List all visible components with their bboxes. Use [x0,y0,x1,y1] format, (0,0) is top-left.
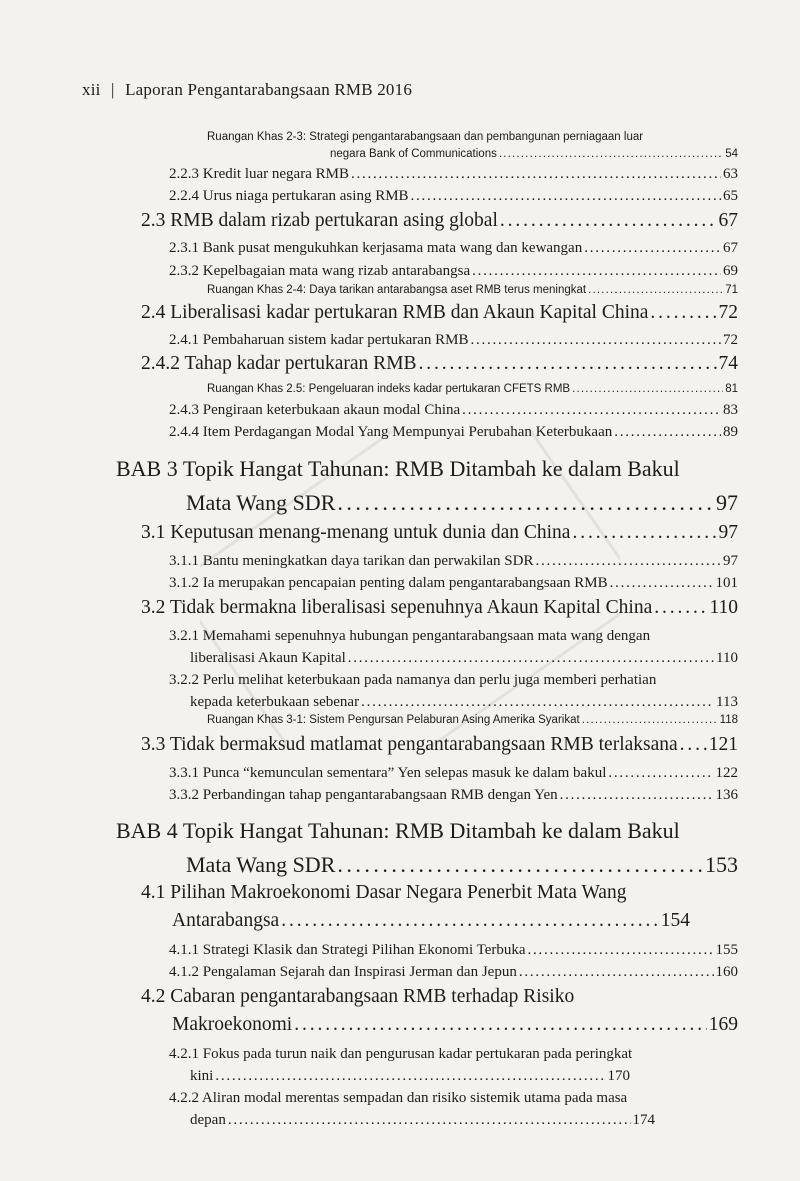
dot-leader [471,332,721,349]
dot-leader [582,714,718,726]
toc-entry-title: Ruangan Khas 2-4: Daya tarikan antarabangsa aset RMB terus meningkat [207,284,587,296]
toc-entry-title: kepada keterbukaan sebenar [190,694,360,710]
toc-entry-title: 4.2.1 Fokus pada turun naik dan pengurusan kadar pertukaran pada peringkat [169,1046,633,1062]
dot-leader [588,284,723,296]
toc-entry-page: 69 [723,263,738,279]
dot-leader [499,148,723,160]
toc-entry [141,986,574,1008]
toc-entry-page: 65 [723,188,738,204]
toc-entry-page: 54 [725,148,738,160]
dot-leader [215,1068,605,1085]
toc-entry-page: 155 [715,942,738,958]
toc-entry [207,131,643,143]
toc-entry-page: 67 [718,210,738,231]
toc-entry [169,332,738,349]
toc-entry-page: 110 [709,597,738,618]
toc-entry-page: 170 [607,1068,630,1084]
toc-entry [141,734,738,756]
toc-entry-title: 2.4.2 Tahap kadar pertukaran RMB [141,353,417,374]
toc-entry-title: Ruangan Khas 2.5: Pengeluaran indeks kadar pertukaran CFETS RMB [207,383,571,395]
toc-entry-title: kini [190,1068,214,1084]
toc-entry-page: 67 [723,240,738,256]
toc-entry-page: 153 [705,852,738,877]
dot-leader [584,240,721,257]
toc-entry-title: 2.4.4 Item Perdagangan Modal Yang Mempunyai Perubahan Keterbukaan [169,424,613,440]
dot-leader [536,553,722,570]
toc-entry [169,553,738,570]
toc-entry-title: 4.1.2 Pengalaman Sejarah dan Inspirasi Jerman dan Jepun [169,964,517,980]
toc-entry-title: 2.4.1 Pembaharuan sistem kadar pertukaran RMB [169,332,469,348]
toc-entry-title: 2.3.1 Bank pusat mengukuhkan kerjasama mata wang dan kewangan [169,240,583,256]
toc-entry-title: 2.2.3 Kredit luar negara RMB [169,166,349,182]
dot-leader [411,188,721,205]
toc-entry-page: 160 [715,964,738,980]
dot-leader [348,650,714,667]
toc-entry [169,628,650,645]
toc-entry [141,302,738,324]
toc-entry [169,424,738,441]
toc-entry-title: 3.2.2 Perlu melihat keterbukaan pada namanya dan perlu juga memberi perhatian [169,672,657,688]
toc-entry [190,650,738,667]
toc-entry [190,694,738,711]
toc-entry-title: Antarabangsa [172,910,280,931]
toc-entry-page: 174 [632,1112,655,1128]
toc-entry-page: 97 [723,553,738,569]
dot-leader [608,765,713,782]
toc-entry [190,1112,655,1129]
toc-entry [169,166,738,183]
header-separator: | [111,80,115,99]
toc-entry [169,765,738,782]
toc-entry-title: 2.4.3 Pengiraan keterbukaan akaun modal China [169,402,461,418]
toc-entry-title: 3.3 Tidak bermaksud matlamat pengantarabangsaan RMB terlaksana [141,734,678,755]
toc-entry [169,1090,627,1107]
toc-entry-title: Makroekonomi [172,1014,293,1035]
toc-entry-title: 3.2.1 Memahami sepenuhnya hubungan pengantarabangsaan mata wang dengan [169,628,651,644]
toc-entry-page: 113 [716,694,738,710]
toc-entry-page: 97 [718,522,738,543]
toc-entry-title: 3.1.1 Bantu meningkatkan daya tarikan dan perwakilan SDR [169,553,534,569]
book-title: Laporan Pengantarabangsaan RMB 2016 [125,80,413,99]
toc-entry-title: 2.2.4 Urus niaga pertukaran asing RMB [169,188,409,204]
toc-entry-page: 122 [715,765,738,781]
toc-entry [169,402,738,419]
toc-entry [169,942,738,959]
toc-entry [116,818,680,844]
dot-leader [560,787,714,804]
toc-entry [169,188,738,205]
toc-entry-title: 3.2 Tidak bermakna liberalisasi sepenuhnya Akaun Kapital China [141,597,653,618]
toc-entry [207,284,738,296]
toc-entry-title: Ruangan Khas 2-3: Strategi pengantarabangsaan dan pembangunan perniagaan luar [207,131,644,143]
toc-entry-title: Mata Wang SDR [186,852,336,877]
toc-entry-title: 3.3.1 Punca “kemunculan sementara” Yen selepas masuk ke dalam bakul [169,765,607,781]
toc-entry [141,522,738,544]
toc-entry [169,1046,632,1063]
dot-leader [654,597,707,619]
toc-entry-page: 71 [725,284,738,296]
toc-entry [186,852,738,878]
dot-leader [337,852,703,878]
toc-entry-page: 72 [718,302,738,323]
dot-leader [500,210,717,232]
toc-entry-title: 2.3.2 Kepelbagaian mata wang rizab antarabangsa [169,263,471,279]
toc-entry-page: 72 [723,332,738,348]
toc-entry [172,1014,738,1036]
dot-leader [572,383,723,395]
toc-entry-title: Ruangan Khas 3-1: Sistem Pengursan Pelaburan Asing Amerika Syarikat [207,714,580,726]
toc-entry-page: 118 [719,714,738,726]
dot-leader [614,424,721,441]
toc-entry-page: 101 [715,575,738,591]
toc-entry-title: depan [190,1112,226,1128]
dot-leader [472,263,721,280]
toc-entry-page: 74 [718,353,738,374]
toc-entry [141,210,738,232]
toc-entry-title: 4.2 Cabaran pengantarabangsaan RMB terhadap Risiko [141,986,575,1007]
toc-entry [169,240,738,257]
toc-entry [190,1068,630,1085]
toc-entry [169,672,656,689]
toc-entry-page: 97 [716,490,738,515]
toc-entry-page: 121 [708,734,738,755]
dot-leader [610,575,714,592]
toc-entry [141,353,738,375]
page-number: xii [82,80,101,99]
toc-entry-page: 154 [660,910,690,931]
toc-entry-title: negara Bank of Communications [330,148,497,160]
toc-entry-title: 3.3.2 Perbandingan tahap pengantarabangsaan RMB dengan Yen [169,787,558,803]
dot-leader [572,522,716,544]
toc-entry-page: 63 [723,166,738,182]
toc-entry [172,910,690,932]
toc-entry [116,456,680,482]
toc-entry [169,964,738,981]
toc-entry [330,148,738,160]
dot-leader [680,734,707,756]
dot-leader [351,166,721,183]
dot-leader [650,302,716,324]
running-header [82,80,412,100]
toc-entry [186,490,738,516]
toc-entry [141,597,738,619]
dot-leader [419,353,717,375]
toc-entry-title: 3.1.2 Ia merupakan pencapaian penting dalam pengantarabangsaan RMB [169,575,608,591]
toc-entry-title: Mata Wang SDR [186,490,336,515]
toc-entry-page: 89 [723,424,738,440]
toc-entry-page: 169 [708,1014,738,1035]
toc-entry-title: 4.1 Pilihan Makroekonomi Dasar Negara Penerbit Mata Wang [141,882,627,903]
toc-entry-page: 81 [725,383,738,395]
toc-entry-title: BAB 4 Topik Hangat Tahunan: RMB Ditambah ke dalam Bakul [116,818,680,843]
toc-entry [169,575,738,592]
dot-leader [294,1014,707,1036]
toc-entry-title: 2.3 RMB dalam rizab pertukaran asing global [141,210,498,231]
toc-entry [207,383,738,395]
toc-entry-title: 2.4 Liberalisasi kadar pertukaran RMB dan Akaun Kapital China [141,302,649,323]
toc-entry-title: 4.2.2 Aliran modal merentas sempadan dan risiko sistemik utama pada masa [169,1090,628,1106]
toc-entry-title: liberalisasi Akaun Kapital [190,650,346,666]
toc-entry [169,263,738,280]
toc-entry-page: 136 [715,787,738,803]
toc-entry [169,787,738,804]
toc-entry [141,882,626,904]
toc-entry-title: BAB 3 Topik Hangat Tahunan: RMB Ditambah ke dalam Bakul [116,456,680,481]
toc-entry-title: 3.1 Keputusan menang-menang untuk dunia dan China [141,522,571,543]
toc-entry-page: 83 [723,402,738,418]
toc-entry [207,714,738,726]
dot-leader [361,694,714,711]
dot-leader [528,942,714,959]
toc-entry-page: 110 [716,650,738,666]
dot-leader [462,402,721,419]
dot-leader [519,964,714,981]
toc-entry-title: 4.1.1 Strategi Klasik dan Strategi Pilihan Ekonomi Terbuka [169,942,526,958]
dot-leader [281,910,659,932]
dot-leader [337,490,714,516]
dot-leader [228,1112,631,1129]
